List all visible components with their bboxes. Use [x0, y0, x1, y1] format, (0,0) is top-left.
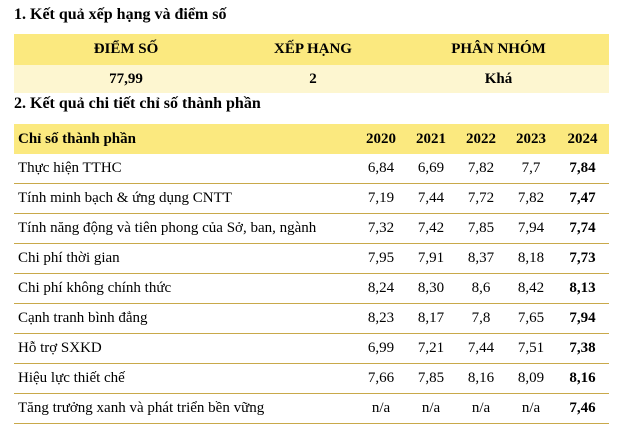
value-2021: 7,85	[417, 370, 445, 386]
table-row	[14, 154, 609, 184]
value-2021: 7,42	[417, 220, 445, 236]
table-row	[14, 334, 609, 364]
detail-table	[14, 124, 609, 424]
summary-table	[14, 34, 609, 93]
indicator-name: Cạnh tranh bình đẳng	[18, 310, 148, 326]
value-2024: 7,46	[569, 400, 596, 416]
value-2022: 7,82	[467, 160, 495, 176]
indicator-name: Tính minh bạch & ứng dụng CNTT	[18, 190, 232, 206]
table-row	[14, 304, 609, 334]
value-2024: 7,73	[569, 250, 596, 266]
value-2024: 7,74	[569, 220, 596, 236]
value-2022: 7,85	[467, 220, 495, 236]
group-value: Khá	[484, 70, 513, 87]
year-header: 2021	[416, 130, 446, 147]
table-row	[14, 214, 609, 244]
value-2023: 8,42	[517, 280, 545, 296]
indicator-name: Hiệu lực thiết chế	[18, 370, 125, 386]
value-2021: 6,69	[417, 160, 445, 176]
value-2024: 8,16	[569, 370, 596, 386]
table-row	[14, 394, 609, 424]
value-2020: 7,66	[367, 370, 395, 386]
value-2024: 7,38	[569, 340, 596, 356]
indicator-name: Chi phí không chính thức	[18, 280, 172, 296]
score-header: ĐIỂM SỐ	[93, 41, 159, 57]
indicator-name: Tính năng động và tiên phong của Sở, ban, ngành	[18, 220, 317, 236]
value-2020: 7,95	[367, 250, 395, 266]
group-header: PHÂN NHÓM	[451, 41, 546, 57]
value-2021: 7,44	[417, 190, 445, 206]
value-2020: 6,84	[367, 160, 395, 176]
value-2024: 8,13	[569, 280, 596, 296]
value-2022: 8,6	[471, 280, 491, 296]
value-2020: n/a	[371, 400, 391, 416]
value-2020: 7,32	[367, 220, 395, 236]
year-header: 2024	[567, 130, 598, 147]
table-row	[14, 184, 609, 214]
indicator-name: Thực hiện TTHC	[18, 160, 122, 176]
indicator-name: Hỗ trợ SXKD	[18, 340, 102, 356]
value-2021: 8,17	[417, 310, 445, 326]
indicator-name: Tăng trưởng xanh và phát triển bền vững	[18, 400, 265, 416]
value-2023: 7,7	[521, 160, 541, 176]
value-2022: 8,37	[467, 250, 495, 266]
table-row	[14, 244, 609, 274]
detail-body	[14, 154, 609, 424]
section-1-title: 1. Kết quả xếp hạng và điểm số	[14, 6, 227, 23]
value-2021: 7,21	[417, 340, 445, 356]
section-2-title: 2. Kết quả chi tiết chỉ số thành phần	[14, 95, 261, 112]
value-2021: 8,30	[417, 280, 445, 296]
score-value: 77,99	[109, 70, 143, 87]
rank-header: XẾP HẠNG	[274, 41, 352, 57]
detail-header-row	[14, 124, 609, 154]
value-2023: 7,65	[517, 310, 545, 326]
summary-header-row	[14, 34, 609, 65]
value-2024: 7,94	[569, 310, 596, 326]
value-2022: n/a	[471, 400, 491, 416]
value-2022: 7,44	[467, 340, 495, 356]
value-2023: 7,94	[517, 220, 545, 236]
value-2021: n/a	[421, 400, 441, 416]
value-2020: 6,99	[367, 340, 395, 356]
indicator-header: Chỉ số thành phần	[18, 130, 136, 147]
value-2023: n/a	[521, 400, 541, 416]
value-2023: 8,18	[517, 250, 545, 266]
year-header: 2022	[466, 130, 496, 147]
value-2024: 7,84	[569, 160, 596, 176]
value-2022: 8,16	[467, 370, 495, 386]
summary-value-row	[14, 65, 609, 93]
year-header: 2020	[366, 130, 396, 147]
value-2020: 8,23	[367, 310, 395, 326]
value-2023: 8,09	[517, 370, 545, 386]
value-2020: 7,19	[367, 190, 395, 206]
value-2023: 7,51	[517, 340, 545, 356]
value-2024: 7,47	[569, 190, 596, 206]
indicator-name: Chi phí thời gian	[18, 250, 120, 266]
value-2023: 7,82	[517, 190, 545, 206]
value-2020: 8,24	[367, 280, 395, 296]
rank-value: 2	[309, 70, 317, 87]
year-header: 2023	[516, 130, 546, 147]
value-2021: 7,91	[417, 250, 445, 266]
table-row	[14, 364, 609, 394]
value-2022: 7,72	[467, 190, 495, 206]
table-row	[14, 274, 609, 304]
value-2022: 7,8	[471, 310, 491, 326]
